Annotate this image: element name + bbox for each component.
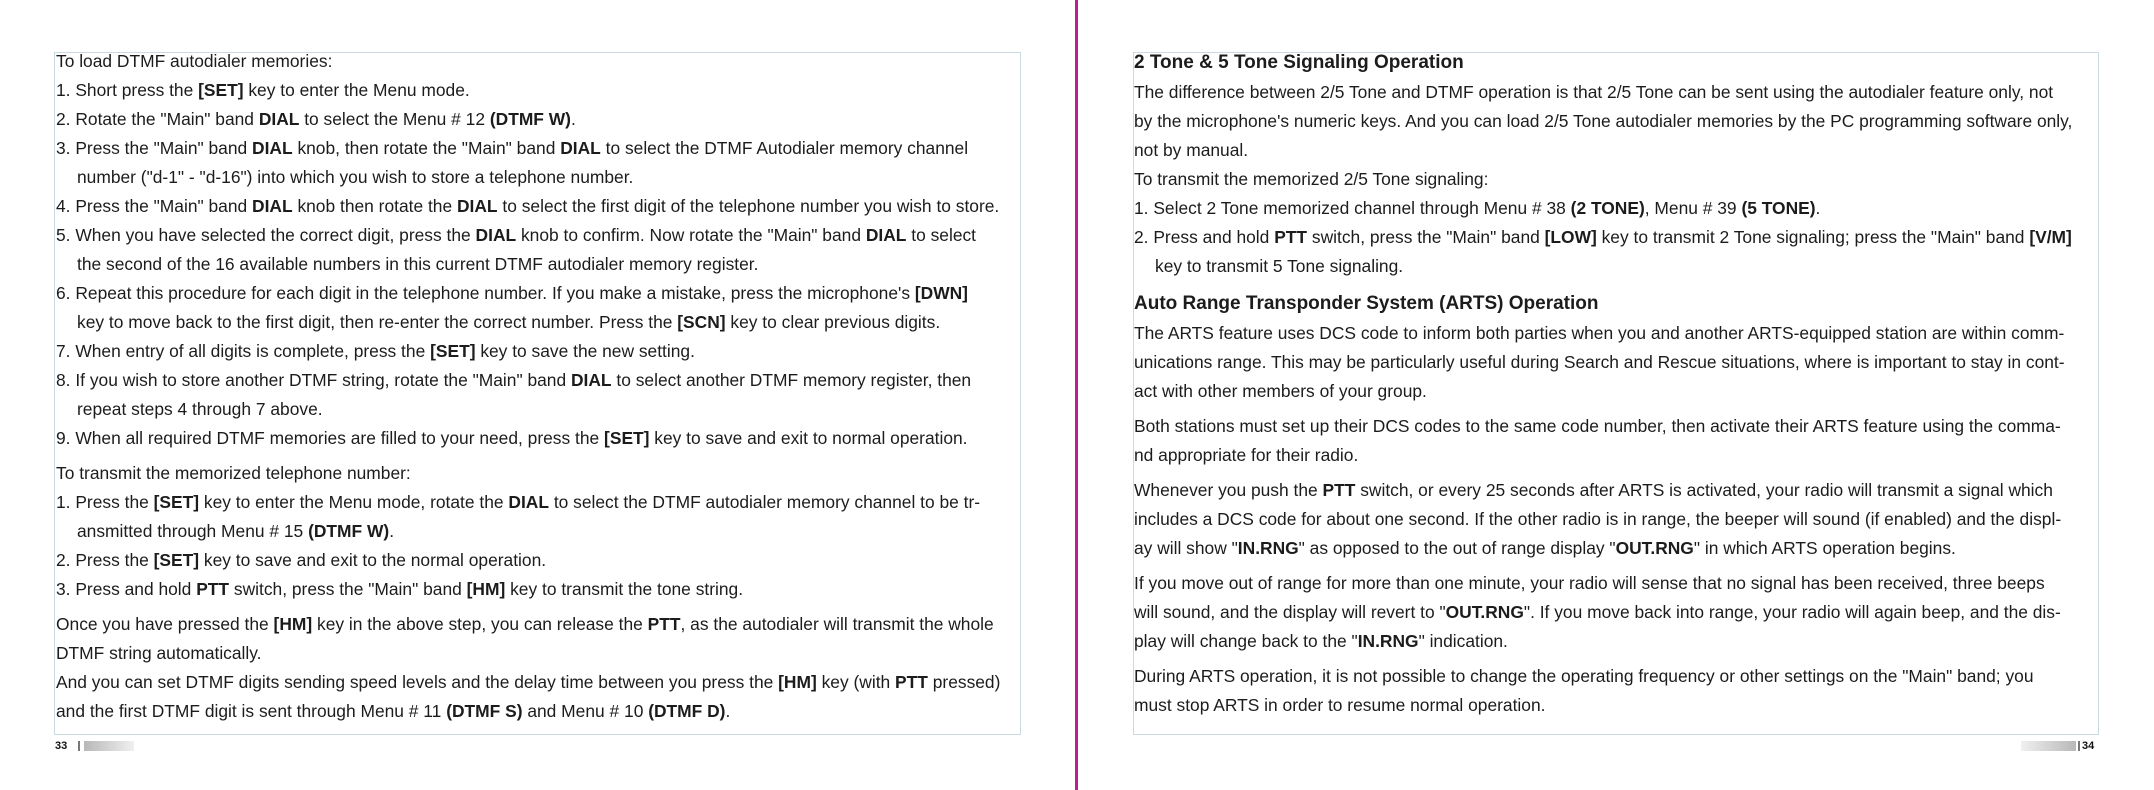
text-run: knob, then rotate the "Main" band — [292, 138, 561, 158]
arts-paragraph-2 — [1134, 412, 2134, 470]
text-run: , as the autodialer will transmit the whole — [680, 614, 994, 634]
text-run: ay will show " — [1134, 538, 1238, 558]
text-line — [56, 192, 1056, 221]
text-run: key to enter the Menu mode. — [243, 80, 470, 100]
tone-section-body — [1134, 78, 2134, 281]
bold-term: DIAL — [570, 370, 612, 390]
text-run: 2. Press the — [56, 550, 154, 570]
text-run: repeat steps 4 through 7 above. — [77, 399, 323, 419]
text-run: includes a DCS code for about one second. If the other radio is in range, the beeper will sound (if enabled) and the displ- — [1134, 509, 2062, 529]
bold-term: [HM] — [466, 579, 506, 599]
bold-term: [V/M] — [2029, 227, 2072, 247]
bold-term: IN.RNG — [1357, 631, 1419, 651]
text-line — [56, 337, 1056, 366]
text-run: to select — [906, 225, 977, 245]
page-number-right: 34 — [2082, 740, 2095, 752]
arts-paragraph-3 — [1134, 476, 2134, 563]
text-run: switch, press the "Main" band — [229, 579, 467, 599]
text-run: to select the DTMF Autodialer memory channel — [600, 138, 969, 158]
bold-term: [SET] — [198, 80, 244, 100]
spacer — [1134, 281, 2134, 289]
text-line — [56, 395, 1056, 424]
bold-term: [SET] — [153, 550, 200, 570]
text-run: . — [570, 109, 576, 129]
text-line — [1134, 136, 2134, 165]
text-run: must stop ARTS in order to resume normal operation. — [1134, 695, 1546, 715]
bold-term: DIAL — [865, 225, 907, 245]
text-line — [1134, 194, 2134, 223]
text-line — [1134, 441, 2134, 470]
bold-term: OUT.RNG — [1615, 538, 1694, 558]
text-line — [56, 76, 1056, 105]
text-run: key (with — [816, 672, 896, 692]
text-run: ". If you move back into range, your radio will again beep, and the dis- — [1523, 602, 2061, 622]
text-run: key to move back to the first digit, then re-enter the correct number. Press the — [77, 312, 678, 332]
text-line — [1134, 598, 2134, 627]
bold-term: [SCN] — [677, 312, 726, 332]
text-run: and the first DTMF digit is sent through Menu # 11 — [56, 701, 447, 721]
page-number-left: 33 — [55, 740, 68, 752]
text-run: 1. Select 2 Tone memorized channel through Menu # 38 — [1134, 198, 1571, 218]
page-marker-tick-left — [78, 741, 80, 751]
text-line — [56, 610, 1056, 639]
text-run: unications range. This may be particularly useful during Search and Rescue situations, where is important to stay in cont- — [1134, 352, 2065, 372]
transmit-intro: To transmit the memorized telephone number: — [56, 463, 411, 483]
text-line — [56, 250, 1056, 279]
load-intro: To load DTMF autodialer memories: — [56, 51, 333, 71]
text-run: . — [725, 701, 731, 721]
transmit-steps-list — [56, 488, 1056, 604]
text-run: switch, press the "Main" band — [1307, 227, 1545, 247]
arts-paragraph-1 — [1134, 319, 2134, 406]
text-run: to select another DTMF memory register, then — [611, 370, 972, 390]
closing-paragraph — [56, 610, 1056, 726]
text-run: and Menu # 10 — [522, 701, 649, 721]
text-line — [56, 639, 1056, 668]
text-line — [56, 366, 1056, 395]
text-line — [1134, 627, 2134, 656]
page-marker-bar-right — [2021, 741, 2076, 751]
bold-term: OUT.RNG — [1445, 602, 1524, 622]
text-run: The ARTS feature uses DCS code to inform both parties when you and another ARTS-equipped station are within comm- — [1134, 323, 2065, 343]
page-marker-bar-left — [84, 741, 134, 751]
text-line — [56, 163, 1056, 192]
bold-term: PTT — [1274, 227, 1308, 247]
bold-term: (DTMF S) — [446, 701, 523, 721]
bold-term: PTT — [895, 672, 928, 692]
bold-term: [LOW] — [1544, 227, 1597, 247]
bold-term: (DTMF W) — [308, 521, 390, 541]
bold-term: PTT — [647, 614, 681, 634]
left-content — [56, 47, 1056, 726]
text-run: " indication. — [1418, 631, 1508, 651]
bold-term: [SET] — [430, 341, 476, 361]
text-run: Once you have pressed the — [56, 614, 274, 634]
text-line — [1134, 319, 2134, 348]
text-run: During ARTS operation, it is not possible to change the operating frequency or other settings on the "Main" band; you — [1134, 666, 2034, 686]
bold-term: DIAL — [508, 492, 549, 512]
text-line — [1134, 534, 2134, 563]
load-steps-list — [56, 76, 1056, 453]
text-line — [56, 517, 1056, 546]
text-run: key to transmit 2 Tone signaling; press the "Main" band — [1596, 227, 2030, 247]
text-run: 5. When you have selected the correct digit, press the — [56, 225, 476, 245]
bold-term: DIAL — [456, 196, 498, 216]
bold-term: [HM] — [778, 672, 817, 692]
text-run: . — [389, 521, 395, 541]
text-run: 4. Press the "Main" band — [56, 196, 253, 216]
text-run: Whenever you push the — [1134, 480, 1323, 500]
text-run: 1. Press the — [56, 492, 154, 512]
right-content — [1134, 48, 2134, 720]
text-run: to select the Menu # 12 — [299, 109, 490, 129]
text-run: " in which ARTS operation begins. — [1693, 538, 1956, 558]
text-run: 3. Press and hold — [56, 579, 197, 599]
text-run: 9. When all required DTMF memories are filled to your need, press the — [56, 428, 605, 448]
bold-term: DIAL — [258, 109, 300, 129]
text-run: 6. Repeat this procedure for each digit in the telephone number. If you make a mistake, press the microphone's — [56, 283, 915, 303]
bold-term: [SET] — [604, 428, 650, 448]
text-run: to select the DTMF autodialer memory channel to be tr- — [548, 492, 981, 512]
text-line — [1134, 662, 2134, 691]
tone-section-heading: 2 Tone & 5 Tone Signaling Operation — [1134, 52, 1464, 73]
bold-term: PTT — [1322, 480, 1356, 500]
bold-term: (DTMF W) — [489, 109, 571, 129]
text-line — [56, 134, 1056, 163]
text-line — [1134, 505, 2134, 534]
arts-paragraph-5 — [1134, 662, 2134, 720]
text-line — [56, 697, 1056, 726]
text-run: to select the first digit of the telephone number you wish to store. — [497, 196, 1000, 216]
text-run: nd appropriate for their radio. — [1134, 445, 1359, 465]
text-run: knob then rotate the — [292, 196, 457, 216]
text-run: act with other members of your group. — [1134, 381, 1427, 401]
text-line — [1134, 107, 2134, 136]
text-run: play will change back to the " — [1134, 631, 1358, 651]
page-spine — [1075, 0, 1078, 790]
text-run: key to transmit the tone string. — [505, 579, 744, 599]
text-run: key to save the new setting. — [475, 341, 695, 361]
bold-term: (2 TONE) — [1570, 198, 1645, 218]
bold-term: DIAL — [560, 138, 601, 158]
bold-term: [SET] — [153, 492, 200, 512]
text-line — [1134, 165, 2134, 194]
text-run: 3. Press the "Main" band — [56, 138, 253, 158]
text-run: 7. When entry of all digits is complete, press the — [56, 341, 431, 361]
text-run: If you move out of range for more than one minute, your radio will sense that no signal has been received, three beeps — [1134, 573, 2045, 593]
text-run: key in the above step, you can release the — [312, 614, 648, 634]
page-marker-tick-right — [2078, 741, 2080, 751]
text-run: will sound, and the display will revert to " — [1134, 602, 1446, 622]
text-run: 2. Press and hold — [1134, 227, 1275, 247]
text-line — [56, 575, 1056, 604]
text-line — [1134, 377, 2134, 406]
text-run: switch, or every 25 seconds after ARTS is activated, your radio will transmit a signal which — [1355, 480, 2053, 500]
text-run: the second of the 16 available numbers in this current DTMF autodialer memory register. — [77, 254, 759, 274]
bold-term: IN.RNG — [1237, 538, 1299, 558]
text-run: key to save and exit to the normal operation. — [199, 550, 547, 570]
text-line — [1134, 569, 2134, 598]
text-run: . — [1815, 198, 1821, 218]
text-run: key to save and exit to normal operation. — [649, 428, 968, 448]
text-run: 2. Rotate the "Main" band — [56, 109, 259, 129]
text-run: key to enter the Menu mode, rotate the — [199, 492, 509, 512]
text-line — [56, 488, 1056, 517]
text-run: key to transmit 5 Tone signaling. — [1155, 256, 1404, 276]
text-run: by the microphone's numeric keys. And you can load 2/5 Tone autodialer memories by the PC programming software only, — [1134, 111, 2073, 131]
text-run: Both stations must set up their DCS codes to the same code number, then activate their ARTS feature using the comma- — [1134, 416, 2061, 436]
text-line — [1134, 78, 2134, 107]
text-run: knob to confirm. Now rotate the "Main" band — [516, 225, 866, 245]
text-line — [1134, 348, 2134, 377]
text-run: ansmitted through Menu # 15 — [77, 521, 309, 541]
text-run: " as opposed to the out of range display " — [1298, 538, 1616, 558]
text-line — [56, 546, 1056, 575]
text-run: 8. If you wish to store another DTMF string, rotate the "Main" band — [56, 370, 571, 390]
text-run: DTMF string automatically. — [56, 643, 262, 663]
text-line — [1134, 412, 2134, 441]
text-run: number ("d-1" - "d-16") into which you wish to store a telephone number. — [77, 167, 634, 187]
text-run: key to clear previous digits. — [725, 312, 941, 332]
bold-term: [HM] — [273, 614, 313, 634]
text-run: 1. Short press the — [56, 80, 199, 100]
text-line — [1134, 476, 2134, 505]
text-run: The difference between 2/5 Tone and DTMF operation is that 2/5 Tone can be sent using the autodialer feature only, not — [1134, 82, 2054, 102]
text-line — [1134, 252, 2134, 281]
bold-term: DIAL — [475, 225, 517, 245]
bold-term: (5 TONE) — [1741, 198, 1816, 218]
text-run: , Menu # 39 — [1644, 198, 1742, 218]
text-run: not by manual. — [1134, 140, 1249, 160]
arts-paragraph-4 — [1134, 569, 2134, 656]
bold-term: (DTMF D) — [648, 701, 726, 721]
text-line — [1134, 223, 2134, 252]
bold-term: PTT — [196, 579, 230, 599]
text-line — [56, 105, 1056, 134]
text-run: To transmit the memorized 2/5 Tone signaling: — [1134, 169, 1489, 189]
text-line — [56, 424, 1056, 453]
text-run: And you can set DTMF digits sending speed levels and the delay time between you press the — [56, 672, 779, 692]
bold-term: DIAL — [252, 196, 293, 216]
text-line — [56, 668, 1056, 697]
text-line — [56, 308, 1056, 337]
bold-term: [DWN] — [914, 283, 968, 303]
text-run: pressed) — [927, 672, 1001, 692]
text-line — [1134, 691, 2134, 720]
bold-term: DIAL — [252, 138, 293, 158]
text-line — [56, 279, 1056, 308]
text-line — [56, 221, 1056, 250]
arts-section-heading: Auto Range Transponder System (ARTS) Operation — [1134, 293, 1599, 314]
